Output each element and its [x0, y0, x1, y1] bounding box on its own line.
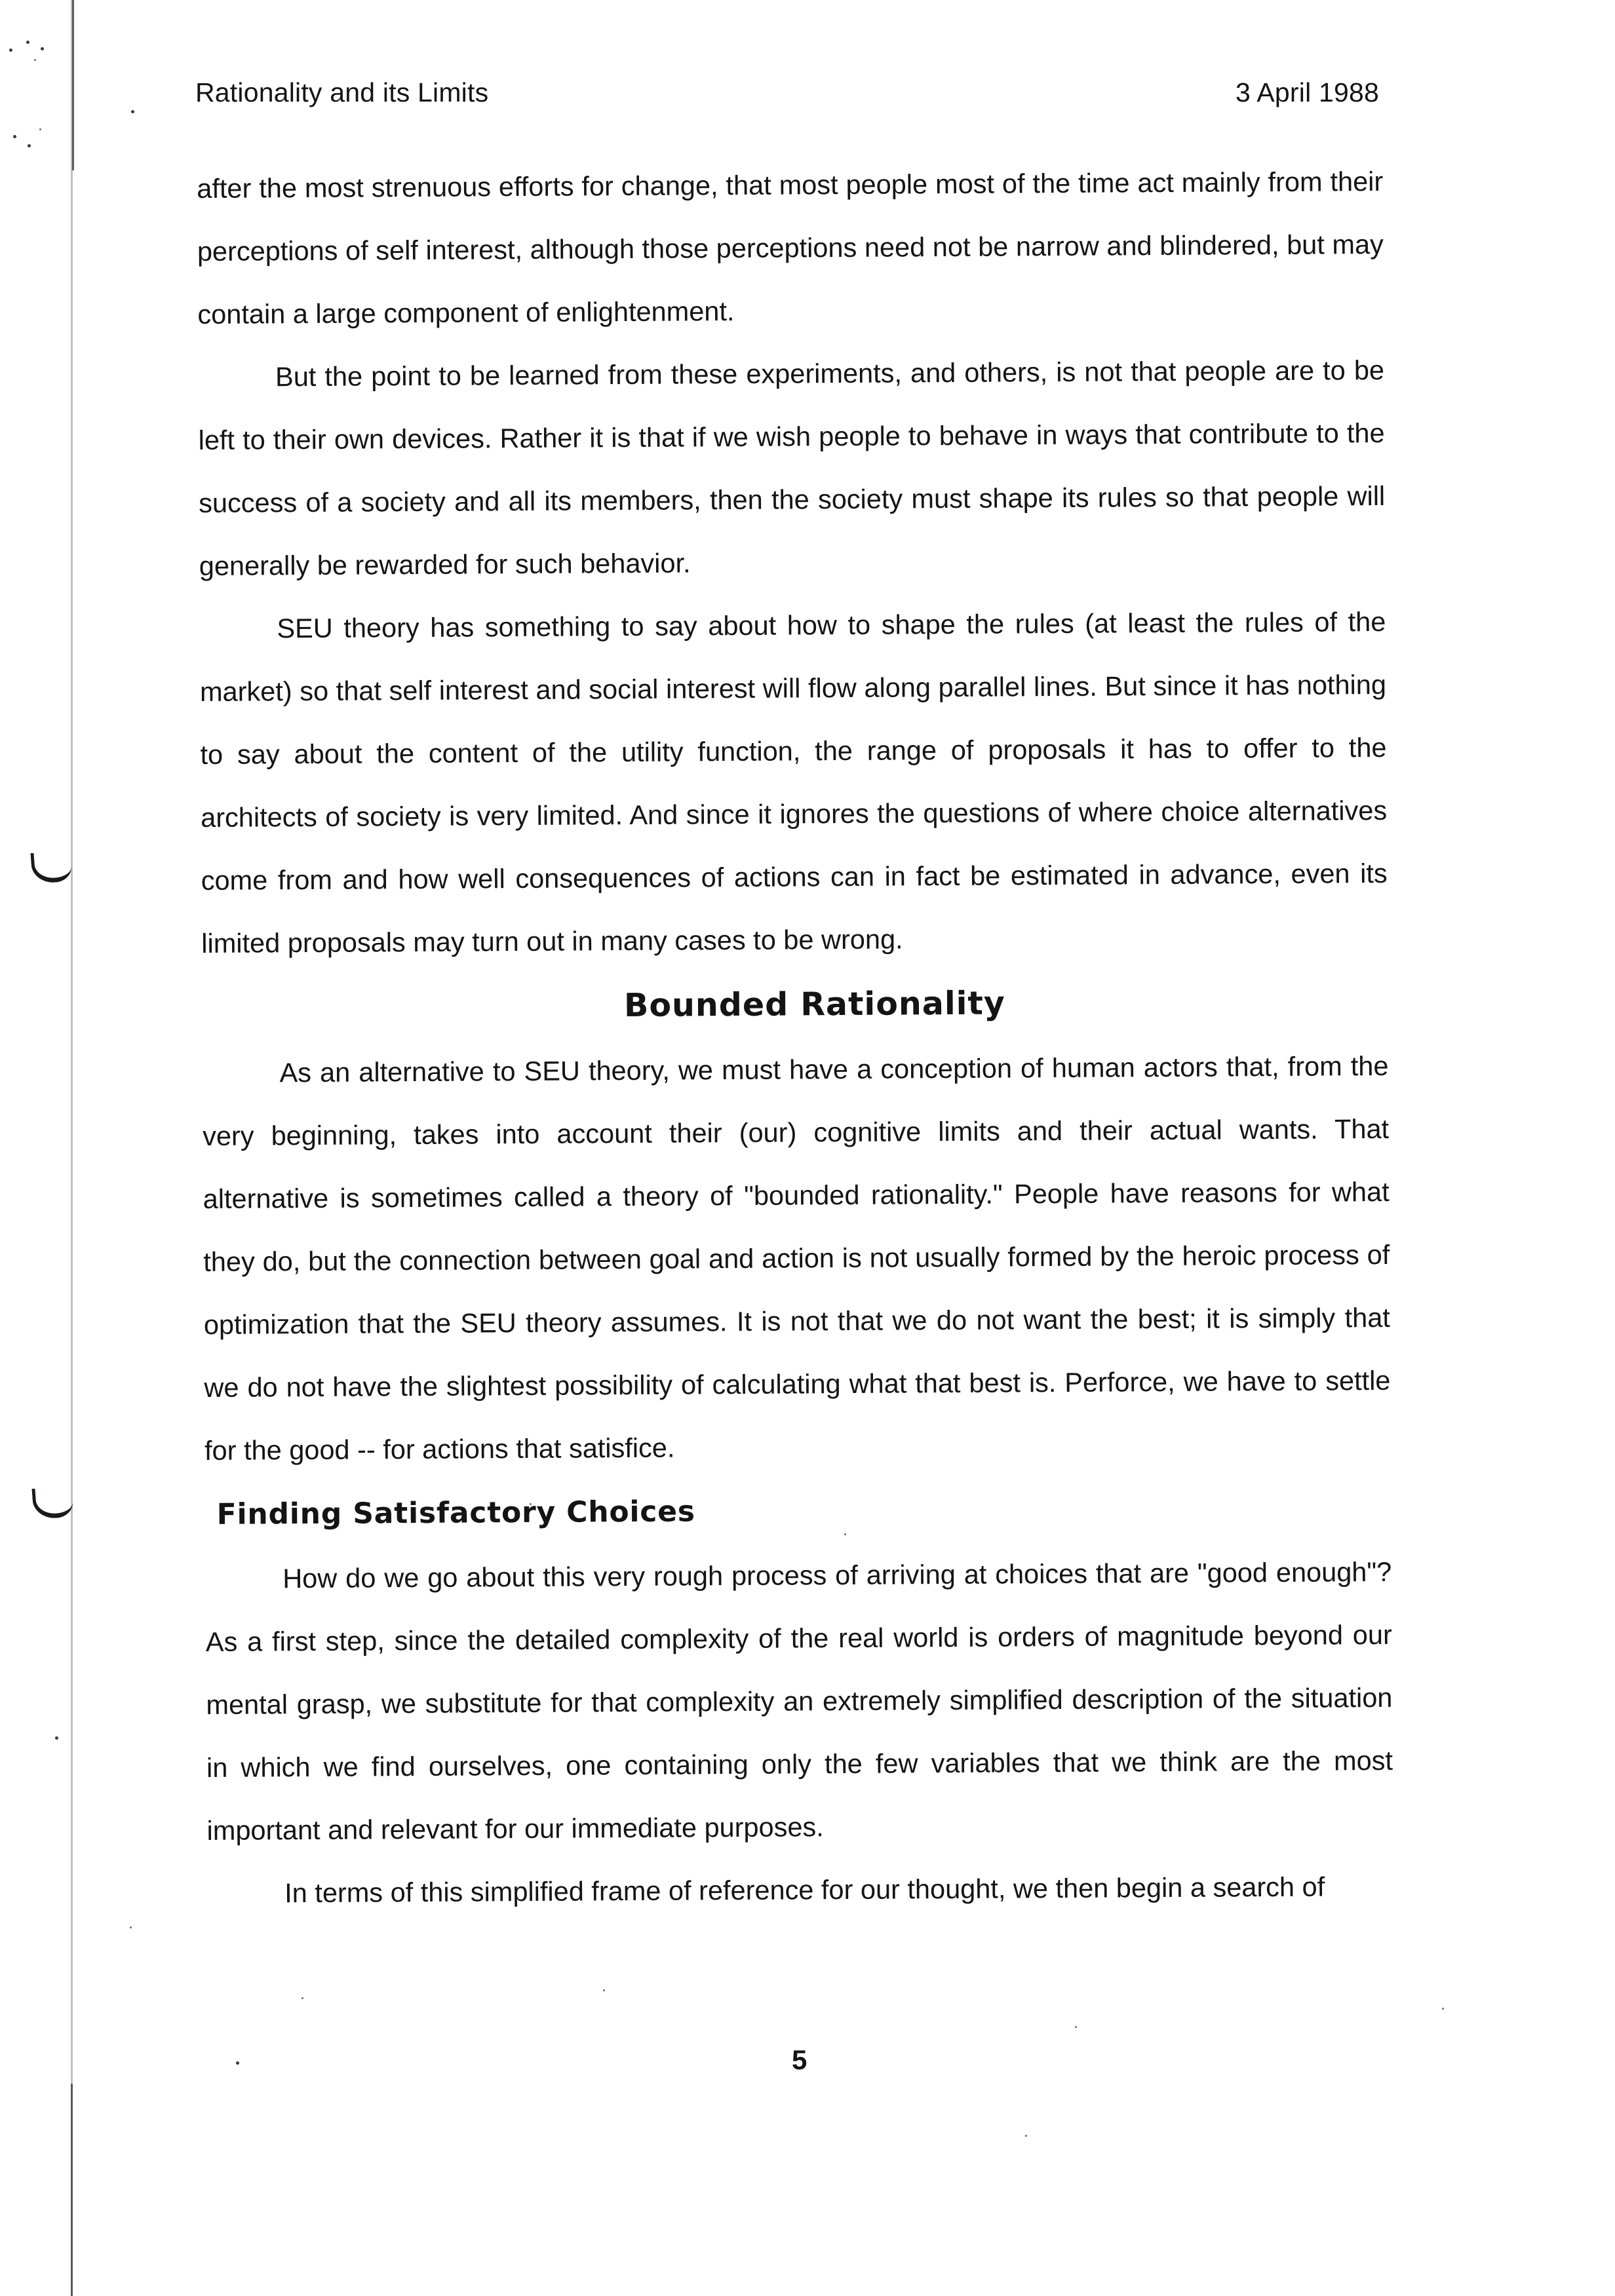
- punch-hole-mark: [30, 851, 72, 884]
- running-head-date: 3 April 1988: [1236, 77, 1379, 107]
- scan-speck: [41, 47, 44, 50]
- scan-speck: [603, 1989, 605, 1991]
- running-head-title: Rationality and its Limits: [195, 77, 489, 107]
- paragraph: As an alternative to SEU theory, we must have a conception of human actors that, from the very beginning, takes into account their (our) cognitive limits and their actual wants. That alternative is sometimes called a theory of "bounded rationality." People have reasons for what they do, but the connection between goal and action is not usually formed by the heroic process of optimization that the SEU theory assumes. It is not that we do not want the best; it is simply that we do not have the slightest possibility of calculating what that best is. Perforce, we have to settle for the good -- for actions that satisfice.: [202, 1050, 1391, 1466]
- binding-edge-line: [71, 0, 73, 2296]
- scan-speck: [55, 1736, 58, 1740]
- scan-speck: [34, 59, 36, 61]
- scan-speck: [130, 1926, 132, 1928]
- page-body: [197, 150, 1393, 1925]
- scan-speck: [39, 128, 41, 130]
- paragraph: But the point to be learned from these experiments, and others, is not that people are to be left to their own devices. Rather it is that if we wish people to behave in ways that contribute to the success of a society and all its members, then the society must shape its rules so that people will generally be rewarded for such behavior.: [198, 354, 1386, 581]
- scan-speck: [1025, 2135, 1027, 2137]
- binding-edge-line-bottom: [71, 2084, 73, 2296]
- punch-hole-mark: [31, 1486, 73, 1520]
- paragraph: How do we go about this very rough process of arriving at choices that are "good enough"? As a first step, since the detailed complexity of the real world is orders of magnitude beyond our mental grasp, we substitute for that complexity an extremely simplified description of the situation in which we find ourselves, one containing only the few variables that we think are the most important and relevant for our immediate purposes.: [205, 1556, 1393, 1846]
- scan-speck: [13, 135, 16, 138]
- scan-speck: [131, 110, 134, 113]
- page-number: 5: [792, 2044, 808, 2075]
- paragraph: SEU theory has something to say about how to shape the rules (at least the rules of the market) so that self interest and social interest will flow along parallel lines. But since it has nothing to say about the content of the utility function, the range of proposals it has to offer to the architects of society is very limited. And since it ignores the questions of where choice alternatives come from and how well consequences of actions can in fact be estimated in advance, even its limited proposals may turn out in many cases to be wrong.: [199, 605, 1388, 959]
- scan-speck: [28, 144, 31, 147]
- scan-speck: [1075, 2026, 1077, 2028]
- section-heading: Bounded Rationality: [623, 984, 1005, 1025]
- paragraph: In terms of this simplified frame of reference for our thought, we then begin a search of: [284, 1871, 1325, 1909]
- scan-speck: [9, 48, 12, 52]
- scan-speck: [236, 2061, 239, 2065]
- scan-speck: [26, 41, 29, 44]
- scan-speck: [1442, 2008, 1444, 2010]
- binding-edge-line-top: [72, 0, 74, 170]
- paragraph-continued: after the most strenuous efforts for change, that most people most of the time act mainly from their perceptions of self interest, although those perceptions need not be narrow and blindered, but may contain a large component of enlightenment.: [197, 165, 1384, 330]
- subsection-heading: Finding Satisfactory Choices: [216, 1495, 695, 1531]
- scan-speck: [302, 1997, 303, 1999]
